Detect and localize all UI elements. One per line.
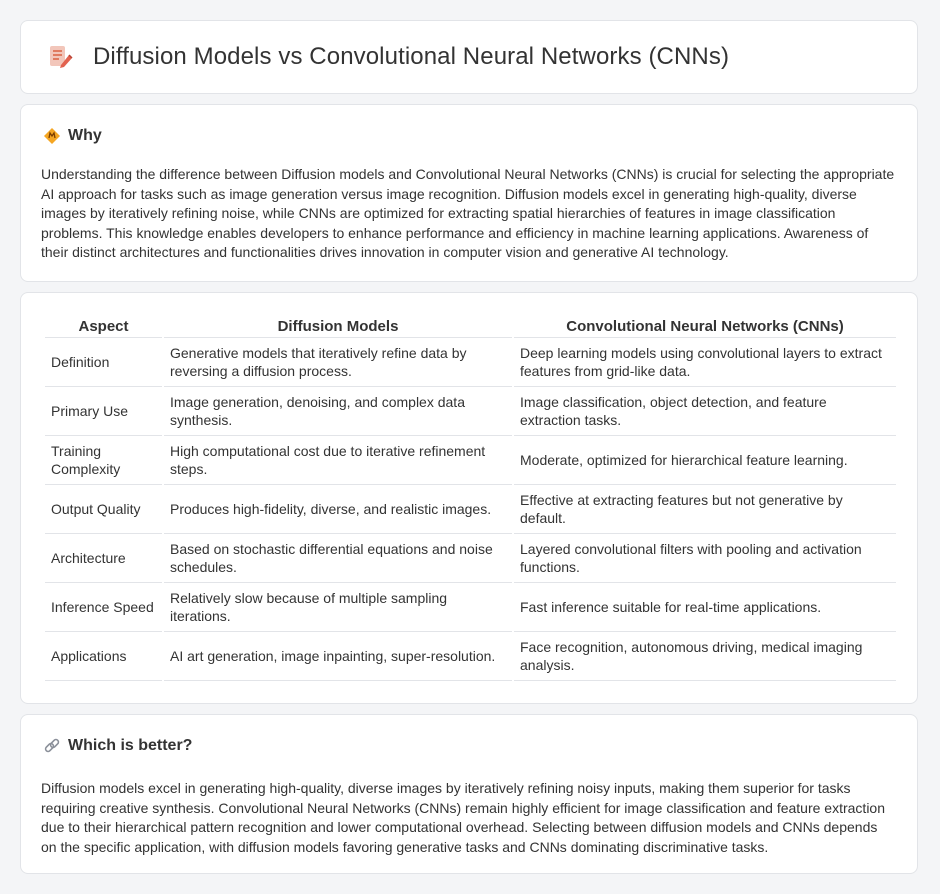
aspect-cell: Applications	[45, 632, 162, 681]
why-text: Understanding the difference between Diffusion models and Convolutional Neural Networks (CNNs) is crucial for selecting the appropriate AI approach for tasks such as image generation versus image recognition. Diffusion models excel in generating high-quality, diverse images by iteratively refining noise, while CNNs are optimized for extracting spatial hierarchies of features in image classification problems. This knowledge enables developers to enhance performance and efficiency in machine learning applications. Awareness of their distinct architectures and functionalities drives innovation in computer vision and generative AI technology.	[41, 166, 895, 261]
which-is-better-section	[20, 714, 918, 874]
comparison-section	[20, 292, 918, 704]
aspect-cell: Architecture	[45, 534, 162, 583]
aspect-cell: Training Complexity	[45, 436, 162, 485]
diamond-sign-icon	[43, 127, 61, 145]
table-row	[45, 387, 896, 436]
column-header-diffusion: Diffusion Models	[164, 315, 512, 338]
why-section	[20, 104, 918, 282]
header-card	[20, 20, 918, 94]
aspect-cell: Definition	[45, 338, 162, 387]
aspect-cell: Inference Speed	[45, 583, 162, 632]
section-title-why: Why	[68, 127, 102, 144]
cnn-cell: Moderate, optimized for hierarchical feature learning.	[514, 436, 896, 485]
table-row	[45, 338, 896, 387]
table-row	[45, 583, 896, 632]
cnn-cell: Effective at extracting features but not generative by default.	[514, 485, 896, 534]
table-row	[45, 485, 896, 534]
cnn-cell: Deep learning models using convolutional layers to extract features from grid-like data.	[514, 338, 896, 387]
aspect-cell: Output Quality	[45, 485, 162, 534]
diffusion-cell: AI art generation, image inpainting, super-resolution.	[164, 632, 512, 681]
better-text: Diffusion models excel in generating high-quality, diverse images by iteratively refining noisy inputs, making them superior for tasks requiring creative synthesis. Convolutional Neural Networks (CNNs) remain highly efficient for image classification and feature extraction due to their hierarchical pattern recognition and lower computational overhead. Selecting between diffusion models and CNNs depends on the specific application, with diffusion models favoring generative tasks and CNNs dominating discriminative tasks.	[41, 780, 886, 855]
diffusion-cell: Generative models that iteratively refine data by reversing a diffusion process.	[164, 338, 512, 387]
page-title: Diffusion Models vs Convolutional Neural Networks (CNNs)	[93, 43, 730, 70]
cnn-cell: Fast inference suitable for real-time applications.	[514, 583, 896, 632]
diffusion-cell: Produces high-fidelity, diverse, and realistic images.	[164, 485, 512, 534]
table-row	[45, 436, 896, 485]
cnn-cell: Image classification, object detection, and feature extraction tasks.	[514, 387, 896, 436]
cnn-cell: Face recognition, autonomous driving, medical imaging analysis.	[514, 632, 896, 681]
column-header-aspect: Aspect	[45, 315, 162, 338]
document-pencil-icon	[47, 44, 73, 70]
column-header-cnn: Convolutional Neural Networks (CNNs)	[514, 315, 896, 338]
cnn-cell: Layered convolutional filters with pooling and activation functions.	[514, 534, 896, 583]
link-icon	[43, 737, 61, 755]
diffusion-cell: Relatively slow because of multiple sampling iterations.	[164, 583, 512, 632]
comparison-table	[43, 315, 898, 681]
table-row	[45, 632, 896, 681]
diffusion-cell: High computational cost due to iterative refinement steps.	[164, 436, 512, 485]
table-header-row	[45, 315, 896, 338]
diffusion-cell: Image generation, denoising, and complex data synthesis.	[164, 387, 512, 436]
table-row	[45, 534, 896, 583]
aspect-cell: Primary Use	[45, 387, 162, 436]
diffusion-cell: Based on stochastic differential equations and noise schedules.	[164, 534, 512, 583]
section-title-better: Which is better?	[68, 737, 193, 754]
